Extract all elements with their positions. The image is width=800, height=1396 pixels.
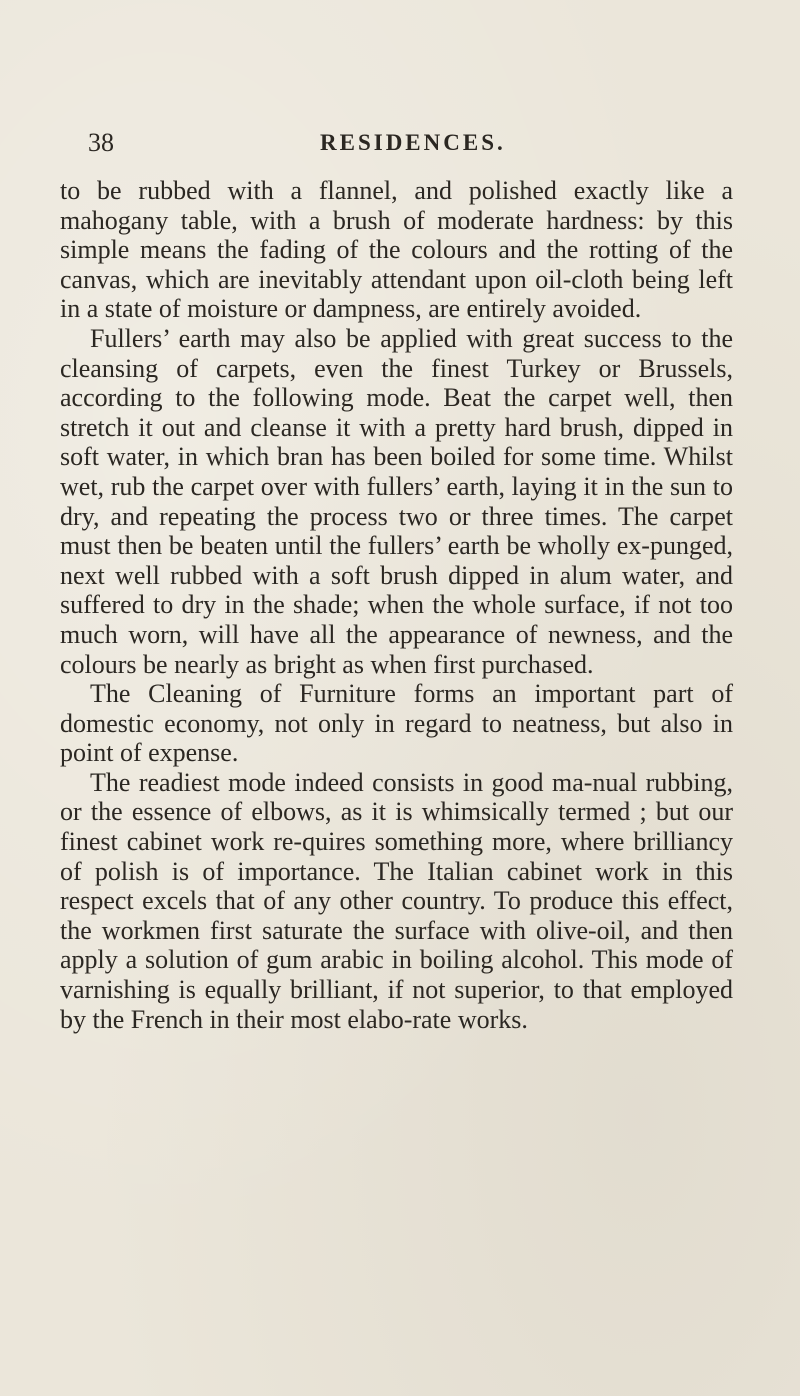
running-title: RESIDENCES.: [320, 130, 506, 155]
body-text: [60, 176, 733, 1034]
paragraph-cleaning-furniture: The Cleaning of Furniture forms an important part of domestic economy, not only in regard to neatness, but also in point of expense.: [60, 679, 733, 768]
running-head: [88, 128, 688, 164]
paragraph-manual-rubbing: The readiest mode indeed consists in good ma-nual rubbing, or the essence of elbows, as it is whimsically termed ; but our finest cabinet work re-quires something more, where brilliancy of polish is of importance. The Italian cabinet work in this respect excels that of any other country. To produce this effect, the workmen first saturate the surface with olive-oil, and then apply a solution of gum arabic in boiling alcohol. This mode of varnishing is equally brilliant, if not superior, to that employed by the French in their most elabo-rate works.: [60, 767, 733, 1034]
paragraph-fullers-earth: Fullers’ earth may also be applied with great success to the cleansing of carpets, even the finest Turkey or Brussels, according to the following mode. Beat the carpet well, then stretch it out and cleanse it with a pretty hard brush, dipped in soft water, in which bran has been boiled for some time. Whilst wet, rub the carpet over with fullers’ earth, laying it in the sun to dry, and repeating the process two or three times. The carpet must then be beaten until the fullers’ earth be wholly ex-punged, next well rubbed with a soft brush dipped in alum water, and suffered to dry in the shade; when the whole surface, if not too much worn, will have all the appearance of newness, and the colours be nearly as bright as when first purchased.: [60, 323, 733, 679]
paragraph-oil-cloth-continued: to be rubbed with a flannel, and polished exactly like a mahogany table, with a brush of moderate hardness: by this simple means the fading of the colours and the rotting of the canvas, which are inevitably attendant upon oil-cloth being left in a state of moisture or dampness, are entirely avoided.: [60, 176, 733, 324]
page-number: 38: [88, 128, 114, 157]
